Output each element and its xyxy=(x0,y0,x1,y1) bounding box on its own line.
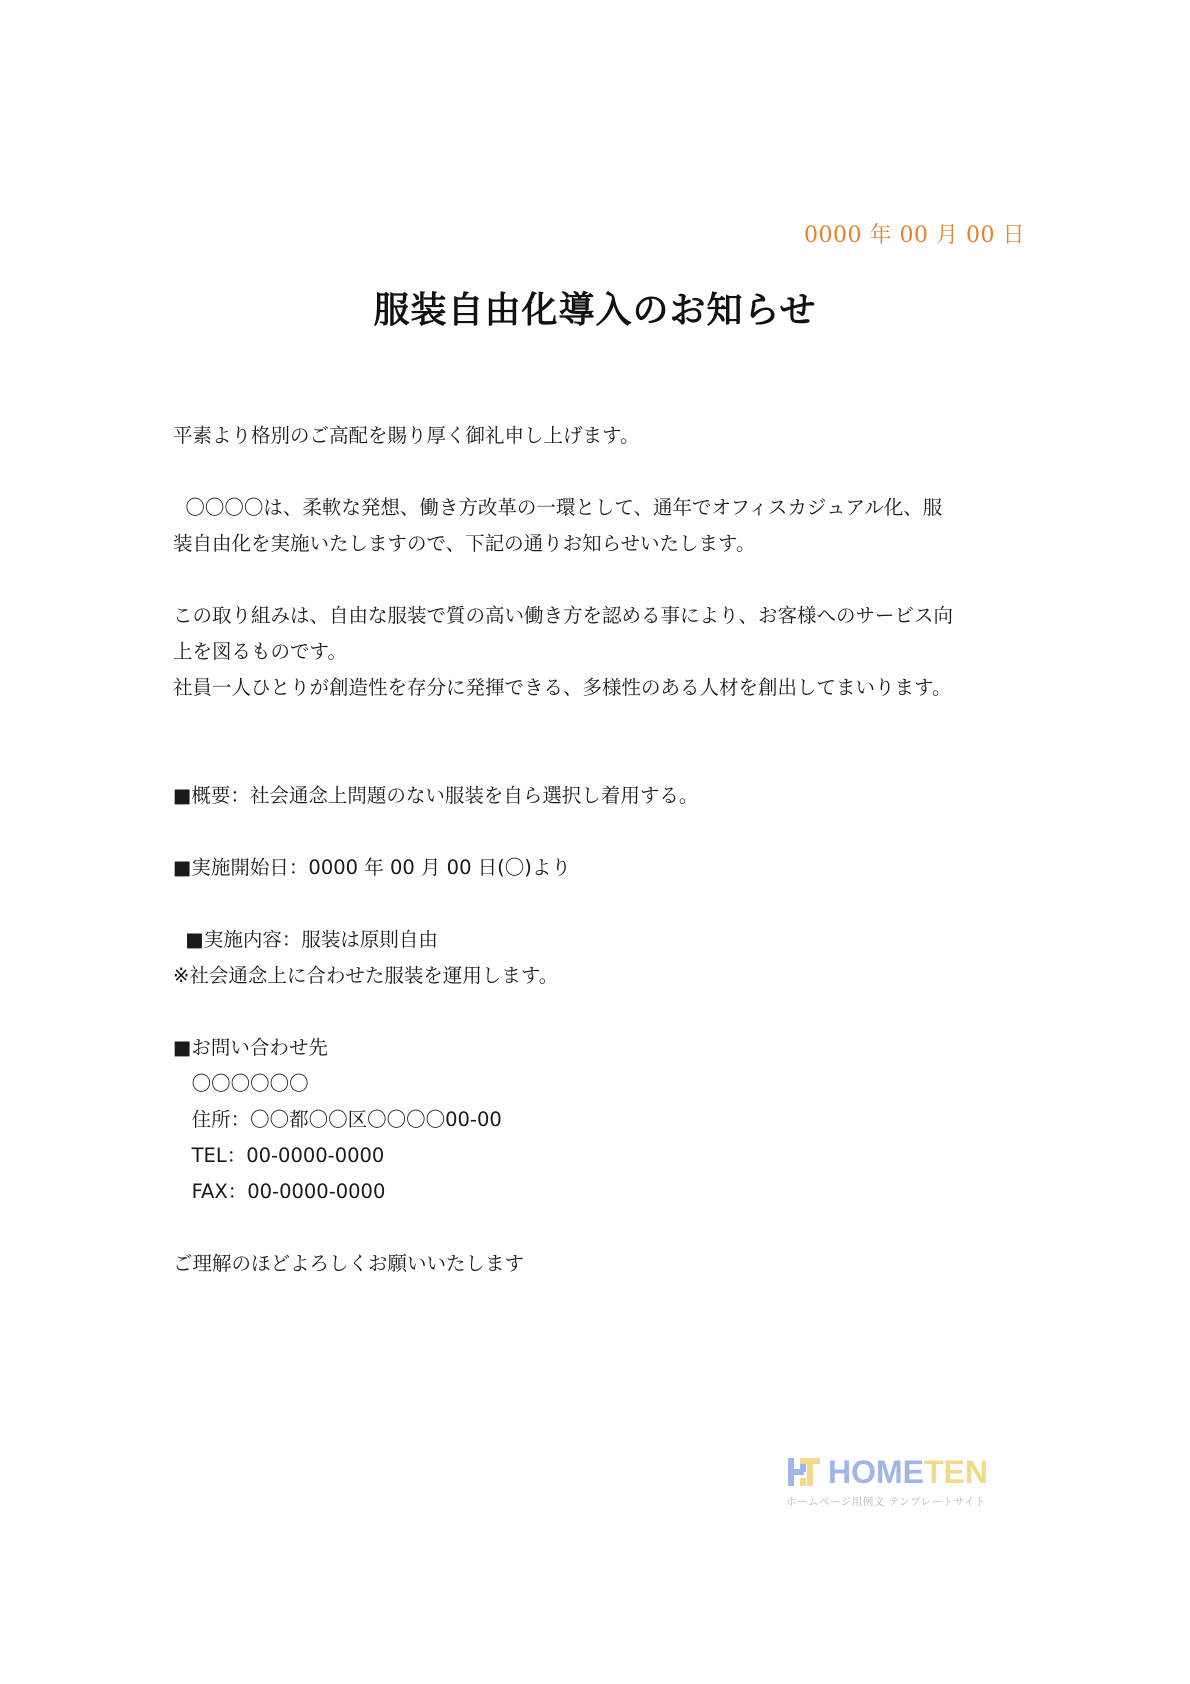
content-section xyxy=(173,922,1018,994)
document-date: 0000 年 00 月 00 日 xyxy=(804,223,1025,248)
greeting-line: 平素より格別のご高配を賜り厚く御礼申し上げます。 xyxy=(173,424,640,447)
purpose-paragraph xyxy=(173,598,1018,706)
contact-section xyxy=(173,1030,1018,1210)
hometen-logo xyxy=(786,1452,1016,1512)
purpose-line: 社員一人ひとりが創造性を存分に発揮できる、多様性のある人材を創出してまいります。 xyxy=(173,676,952,699)
closing-paragraph xyxy=(173,1246,1018,1282)
logo-word-ten: TEN xyxy=(924,1453,988,1490)
purpose-line: 上を図るものです。 xyxy=(173,640,347,663)
logo-tagline: ホームページ用例文 テンプレートサイト xyxy=(786,1496,986,1508)
contact-fax: FAX：00-0000-0000 xyxy=(173,1180,386,1203)
logo-word-home: HOME xyxy=(828,1453,924,1490)
content-note-line: ※社会通念上に合わせた服装を運用します。 xyxy=(173,964,559,987)
contact-address: 住所：〇〇都〇〇区〇〇〇〇00-00 xyxy=(173,1108,502,1131)
hometen-logo-mark-icon xyxy=(786,1454,822,1490)
contact-heading: ■お問い合わせ先 xyxy=(173,1036,328,1059)
contact-tel: TEL：00-0000-0000 xyxy=(173,1144,385,1167)
start-date-line: ■実施開始日：0000 年 00 月 00 日(〇)より xyxy=(173,856,571,879)
intro-paragraph xyxy=(173,490,1018,562)
contact-company: 〇〇〇〇〇〇 xyxy=(173,1072,309,1095)
intro-line: 〇〇〇〇は、柔軟な発想、働き方改革の一環として、通年でオフィスカジュアル化、服 xyxy=(173,496,943,519)
content-line: ■実施内容：服装は原則自由 xyxy=(173,928,438,951)
purpose-line: この取り組みは、自由な服装で質の高い働き方を認める事により、お客様へのサービス向 xyxy=(173,604,954,627)
overview-line: ■概要：社会通念上問題のない服装を自ら選択し着用する。 xyxy=(173,784,699,807)
closing-line: ご理解のほどよろしくお願いいたします xyxy=(173,1252,525,1275)
overview-section xyxy=(173,778,1018,814)
hometen-logo-wordmark xyxy=(828,1454,988,1491)
start-date-section xyxy=(173,850,1018,886)
document-title: 服装自由化導入のお知らせ xyxy=(373,289,817,331)
intro-line: 装自由化を実施いたしますので、下記の通りお知らせいたします。 xyxy=(173,532,756,555)
greeting-paragraph xyxy=(173,418,1018,454)
